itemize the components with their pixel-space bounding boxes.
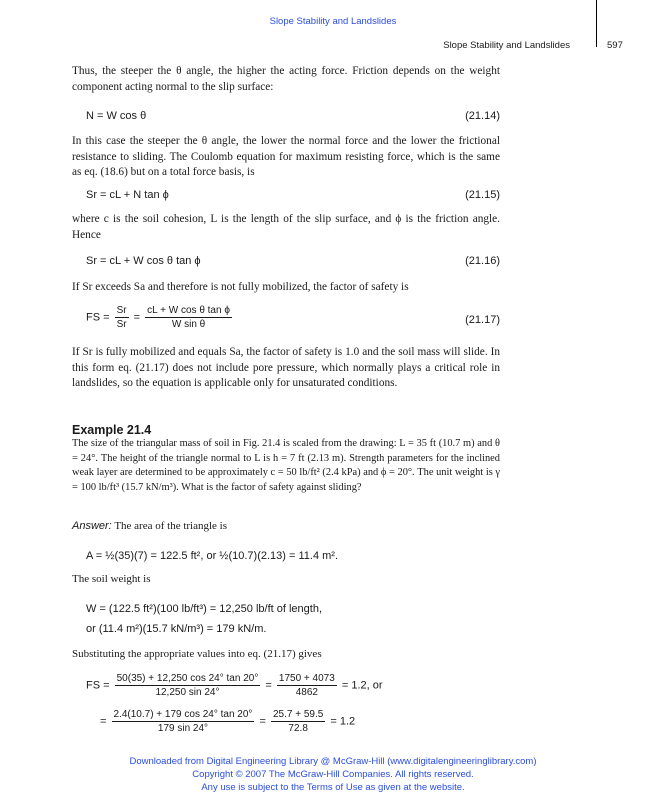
equation-21-14-label: (21.14) [465, 110, 500, 122]
page-number: 597 [607, 40, 623, 51]
paragraph-2: In this case the steeper the θ angle, the lower the normal force and the lower the frictional resistance to sliding. The Coulomb equation for maximum resisting force, which is the same as eq. (18.6) but on a total force basis, is [72, 135, 500, 179]
fraction-numerator: 25.7 + 59.5 [273, 709, 324, 720]
fraction-denominator: 179 sin 24° [157, 723, 209, 734]
fraction-numerator: 1750 + 4073 [278, 673, 335, 684]
fs-fraction [277, 672, 337, 699]
example-heading: Example 21.4 [72, 423, 152, 437]
paragraph-4: If Sr exceeds Sa and therefore is not fully mobilized, the factor of safety is [72, 281, 409, 293]
fraction-numerator: Sr [116, 305, 127, 316]
equation-21-17-label: (21.17) [465, 314, 500, 326]
fraction-denominator: 72.8 [288, 723, 308, 734]
fraction-denominator: Sr [116, 319, 127, 330]
fs-fraction [115, 672, 261, 699]
fs-equals: = [259, 715, 266, 728]
fraction-numerator: cL + W cos θ tan ϕ [147, 305, 230, 316]
running-head: Slope Stability and Landslides [443, 40, 570, 51]
area-equation: A = ½(35)(7) = 122.5 ft², or ½(10.7)(2.13) = 11.4 m². [86, 550, 339, 562]
fraction-denominator: 12,250 sin 24° [155, 687, 220, 698]
soil-weight-text: The soil weight is [72, 573, 151, 585]
fraction-denominator: 4862 [295, 687, 318, 698]
fs-lhs: = [100, 715, 107, 728]
equation-21-16: Sr = cL + W cos θ tan ϕ [86, 255, 201, 267]
fs-equals: = [265, 679, 272, 692]
example-statement: The size of the triangular mass of soil in Fig. 21.4 is scaled from the drawing: L = 35 ft (10.7 m) and θ = 24°. The height of the triangle normal to L is h = 7 ft (2.13 m). Strength parameters for the inclined weak layer are determined to be approximately c = 50 lb/ft² (2.4 kPa) and ϕ = 20°. The unit weight is γ = 100 lb/ft³ (15.7 kN/m³). What is the factor of safety against sliding? [72, 438, 500, 493]
footer-line-terms[interactable]: Any use is subject to the Terms of Use as given at the website. [201, 782, 465, 793]
fs-fraction [112, 708, 255, 735]
substitution-text: Substituting the appropriate values into eq. (21.17) gives [72, 648, 322, 660]
footer-line-download[interactable]: Downloaded from Digital Engineering Library @ McGraw-Hill (www.digitalengineeringlibrary.com) [129, 756, 537, 767]
paragraph-1: Thus, the steeper the θ angle, the higher the acting force. Friction depends on the weight component acting normal to the slip surface: [72, 65, 500, 93]
footer-line-copyright: Copyright © 2007 The McGraw-Hill Companies. All rights reserved. [192, 769, 474, 780]
eq-21-17-fraction-1 [115, 304, 129, 331]
fraction-numerator: 50(35) + 12,250 cos 24° tan 20° [116, 673, 259, 684]
equation-21-16-label: (21.16) [465, 255, 500, 267]
fs-lhs: FS = [86, 679, 110, 692]
fraction-denominator: W sin θ [171, 319, 206, 330]
eq-21-17-fraction-2 [145, 304, 232, 331]
weight-equation-1: W = (122.5 ft²)(100 lb/ft³) = 12,250 lb/ft of length, [86, 603, 323, 615]
fs-result: = 1.2 [330, 715, 356, 728]
eq-21-17-lhs: FS = [86, 311, 110, 324]
answer-text: The area of the triangle is [114, 520, 228, 532]
equation-21-17 [86, 304, 234, 331]
paragraph-5: If Sr is fully mobilized and equals Sa, the factor of safety is 1.0 and the soil mass will slide. In this form eq. (21.17) does not include pore pressure, which normally plays a critical role in landslides, so the equation is applicable only for unsaturated conditions. [72, 346, 500, 390]
header-rule [596, 0, 597, 47]
answer-label: Answer: [72, 520, 112, 532]
paragraph-3: where c is the soil cohesion, L is the length of the slip surface, and ϕ is the friction angle. Hence [72, 213, 500, 241]
footer [0, 755, 666, 794]
top-link[interactable]: Slope Stability and Landslides [269, 16, 397, 27]
weight-equation-2: or (11.4 m²)(15.7 kN/m³) = 179 kN/m. [86, 623, 267, 635]
eq-21-17-equals: = [133, 311, 141, 324]
fs-result: = 1.2, or [341, 679, 383, 692]
fs-calculation-line-2 [100, 708, 355, 735]
fs-calculation-line-1 [86, 672, 383, 699]
answer-line [72, 520, 227, 532]
equation-21-15-label: (21.15) [465, 189, 500, 201]
fraction-numerator: 2.4(10.7) + 179 cos 24° tan 20° [113, 709, 253, 720]
equation-21-15: Sr = cL + N tan ϕ [86, 189, 169, 201]
fs-fraction [271, 708, 325, 735]
equation-21-14: N = W cos θ [86, 110, 147, 122]
